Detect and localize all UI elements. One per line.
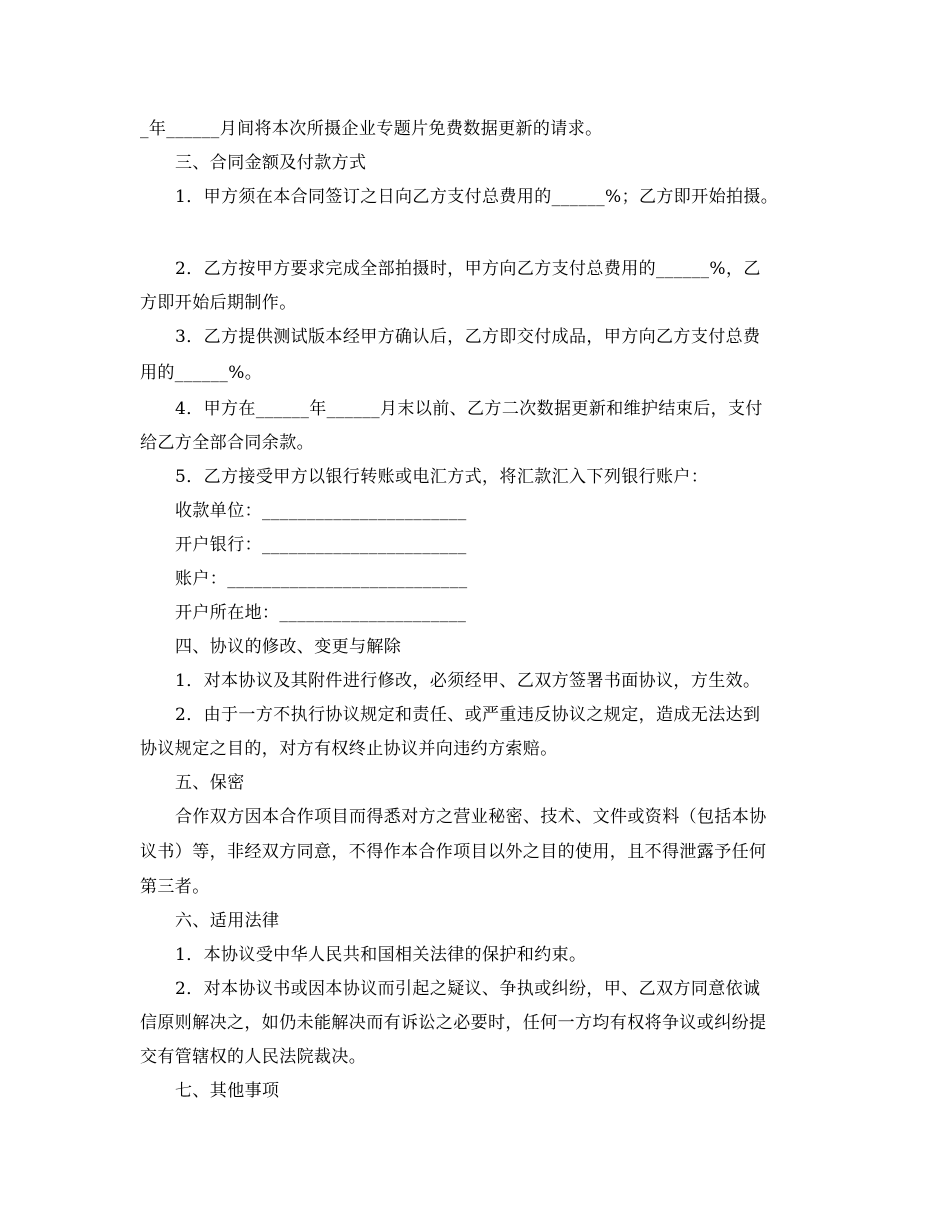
text-line: 用的______%。 [140, 363, 263, 383]
text-line: 4．甲方在______年______月末以前、乙方二次数据更新和维护结束后，支付 [175, 399, 763, 419]
text-line: 信原则解决之，如仍未能解决而有诉讼之必要时，任何一方均有权将争议或纠纷提 [140, 1013, 767, 1033]
text-line: 合作双方因本合作项目而得悉对方之营业秘密、技术、文件或资料（包括本协 [175, 807, 767, 827]
section-heading: 五、保密 [175, 773, 245, 793]
section-heading: 三、合同金额及付款方式 [175, 153, 367, 173]
text-line: 议书）等，非经双方同意，不得作本合作项目以外之目的使用，且不得泄露予任何 [140, 842, 767, 862]
account-field: 账户：___________________________ [175, 569, 468, 589]
section-heading: 七、其他事项 [175, 1081, 280, 1101]
section-heading: 四、协议的修改、变更与解除 [175, 637, 402, 657]
bank-field: 开户银行：_______________________ [175, 535, 467, 555]
text-line: 交有管辖权的人民法院裁决。 [140, 1047, 367, 1067]
text-line: 第三者。 [140, 877, 210, 897]
text-line: 1．甲方须在本合同签订之日向乙方支付总费用的______%；乙方即开始拍摄。 [175, 187, 779, 207]
text-line: 3．乙方提供测试版本经甲方确认后，乙方即交付成品，甲方向乙方支付总费 [175, 327, 761, 347]
text-line: 1．对本协议及其附件进行修改，必须经甲、乙双方签署书面协议，方生效。 [175, 671, 761, 691]
bank-location-field: 开户所在地：_____________________ [175, 603, 467, 623]
text-line: _年______月间将本次所摄企业专题片免费数据更新的请求。 [140, 119, 603, 139]
section-heading: 六、适用法律 [175, 911, 280, 931]
text-line: 2．乙方按甲方要求完成全部拍摄时，甲方向乙方支付总费用的______%，乙 [175, 259, 761, 279]
text-line: 5．乙方接受甲方以银行转账或电汇方式，将汇款汇入下列银行账户： [175, 467, 709, 487]
text-line: 给乙方全部合同余款。 [140, 433, 314, 453]
text-line: 协议规定之目的，对方有权终止协议并向违约方索赔。 [140, 739, 558, 759]
text-line: 2．由于一方不执行协议规定和责任、或严重违反协议之规定，造成无法达到 [175, 705, 761, 725]
text-line: 方即开始后期制作。 [140, 293, 297, 313]
text-line: 1．本协议受中华人民共和国相关法律的保护和约束。 [175, 945, 587, 965]
payee-field: 收款单位：_______________________ [175, 501, 467, 521]
text-line: 2．对本协议书或因本协议而引起之疑议、争执或纠纷，甲、乙双方同意依诚 [175, 979, 761, 999]
